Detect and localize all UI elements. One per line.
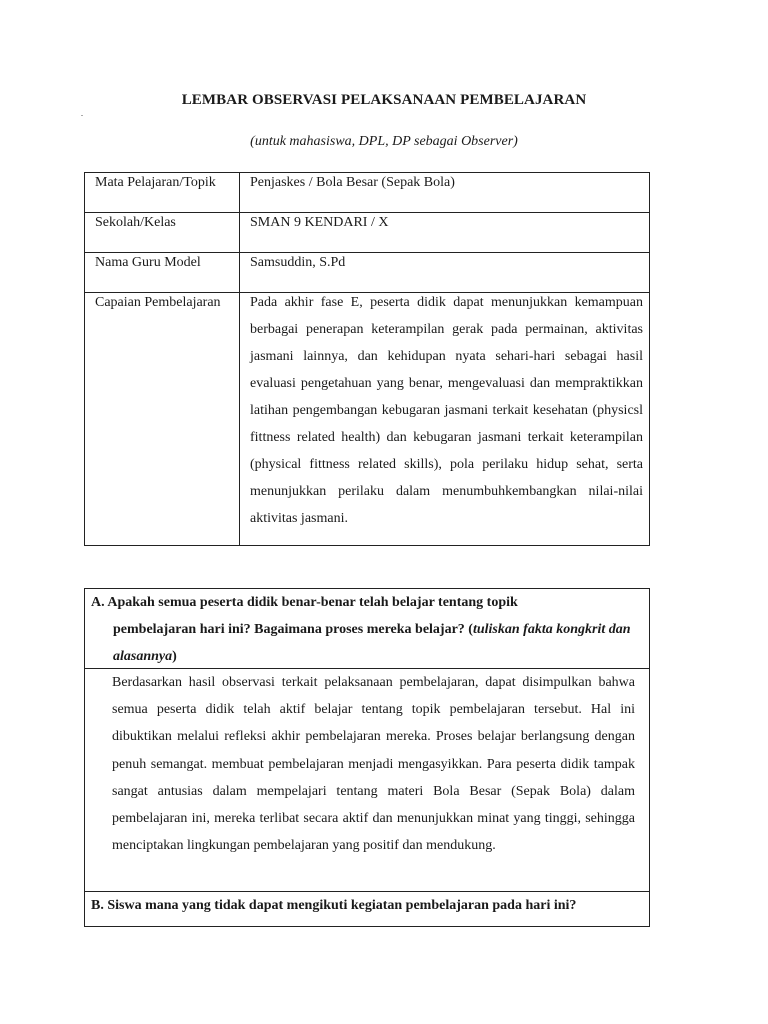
- document-subtitle: (untuk mahasiswa, DPL, DP sebagai Observer): [250, 134, 518, 149]
- question-a-close: ): [172, 649, 177, 664]
- row-label: Capaian Pembelajaran: [85, 293, 240, 546]
- row-value: Samsuddin, S.Pd: [240, 253, 650, 293]
- observation-section: [84, 588, 650, 927]
- table-row: [85, 173, 650, 213]
- table-row: [85, 213, 650, 253]
- stray-mark: .: [81, 109, 83, 118]
- row-label: Nama Guru Model: [85, 253, 240, 293]
- question-a-rest: [91, 616, 639, 670]
- document-title: LEMBAR OBSERVASI PELAKSANAAN PEMBELAJARAN: [181, 92, 587, 108]
- row-label: Sekolah/Kelas: [85, 213, 240, 253]
- table-row: [85, 253, 650, 293]
- question-a-line1: A. Apakah semua peserta didik benar-benar telah belajar tentang topik: [91, 595, 518, 610]
- row-value: SMAN 9 KENDARI / X: [240, 213, 650, 253]
- row-value: [240, 293, 650, 546]
- question-a: [85, 589, 649, 669]
- row-value: Penjaskes / Bola Besar (Sepak Bola): [240, 173, 650, 213]
- learning-outcome-text: Pada akhir fase E, peserta didik dapat menunjukkan kemampuan berbagai penerapan keterampilan gerak pada permainan, aktivitas jasmani lainnya, dan kehidupan nyata sehari-hari sebagai hasil evaluasi pengetahuan yang benar, mengevaluasi dan mempraktikkan latihan pengembangan kebugaran jasmani terkait kesehatan (physicsl fittness related health) dan kebugaran jasmani terkait keterampilan (physical fittness related skills), pola perilaku hidup sehat, serta menunjukkan perilaku dalam menumbuhkembangkan nilai-nilai aktivitas jasmani.: [250, 295, 643, 526]
- row-label: Mata Pelajaran/Topik: [85, 173, 240, 213]
- question-a-italic: tuliskan fakta kongkrit dan alasannya: [113, 622, 631, 664]
- question-a-line2: pembelajaran hari ini? Bagaimana proses mereka belajar? (: [113, 622, 473, 637]
- info-table: [84, 172, 650, 546]
- table-row: [85, 293, 650, 546]
- answer-a: Berdasarkan hasil observasi terkait pelaksanaan pembelajaran, dapat disimpulkan bahwa semua peserta didik telah aktif belajar tentang topik pembelajaran tersebut. Hal ini dibuktikan melalui refleksi akhir pembelajaran mereka. Proses belajar berlangsung dengan penuh semangat. membuat pembelajaran menjadi mengasyikkan. Para peserta didik tampak sangat antusias dalam mempelajari tentang materi Bola Besar (Sepak Bola) dalam pembelajaran ini, mereka terlibat secara aktif dan menunjukkan minat yang tinggi, sehingga menciptakan lingkungan pembelajaran yang positif dan mendukung.: [85, 669, 649, 892]
- question-b: B. Siswa mana yang tidak dapat mengikuti kegiatan pembelajaran pada hari ini?: [91, 898, 577, 913]
